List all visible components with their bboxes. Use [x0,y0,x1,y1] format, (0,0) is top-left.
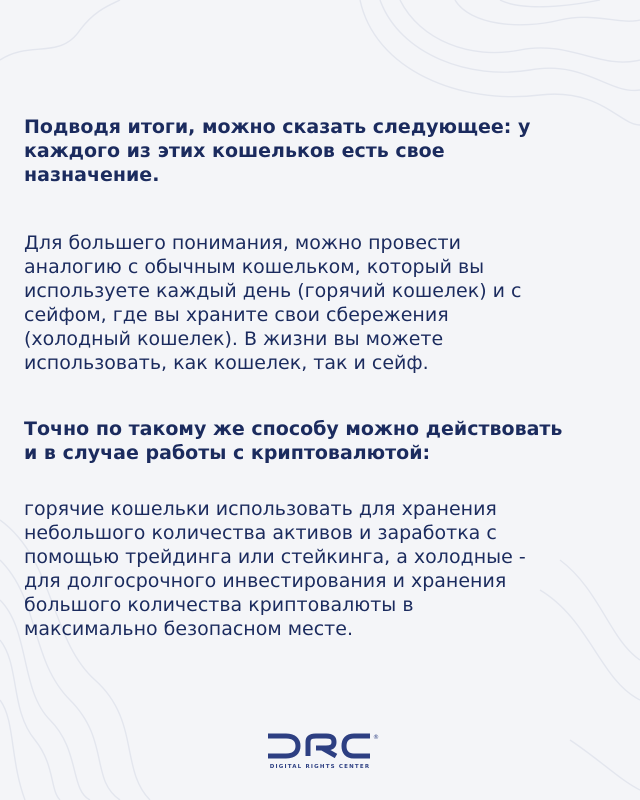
analogy-paragraph: Для большего понимания, можно провести аналогию с обычным кошельком, который вы используете каждый день (горячий кошелек) и с сейфом, где вы храните свои сбережения (холодный кошелек). В жизни вы можете использовать, как кошелек, так и сейф. [24,232,522,374]
drc-logo [260,730,380,780]
registered-mark: ® [373,734,379,741]
recommendation-paragraph: горячие кошельки использовать для хранения небольшого количества активов и заработка с помощью трейдинга или стейкинга, а холодные - для долгосрочного инвестирования и хранения большого количества криптовалюты в максимально безопасном месте. [24,498,526,640]
crypto-heading: Точно по такому же способу можно действовать и в случае работы с криптовалютой: [24,418,563,464]
drc-logo-mark [260,730,380,762]
summary-heading: Подводя итоги, можно сказать следующее: у каждого из этих кошельков есть свое назначение. [24,116,531,186]
logo-subtitle: DIGITAL RIGHTS CENTER [269,764,371,770]
